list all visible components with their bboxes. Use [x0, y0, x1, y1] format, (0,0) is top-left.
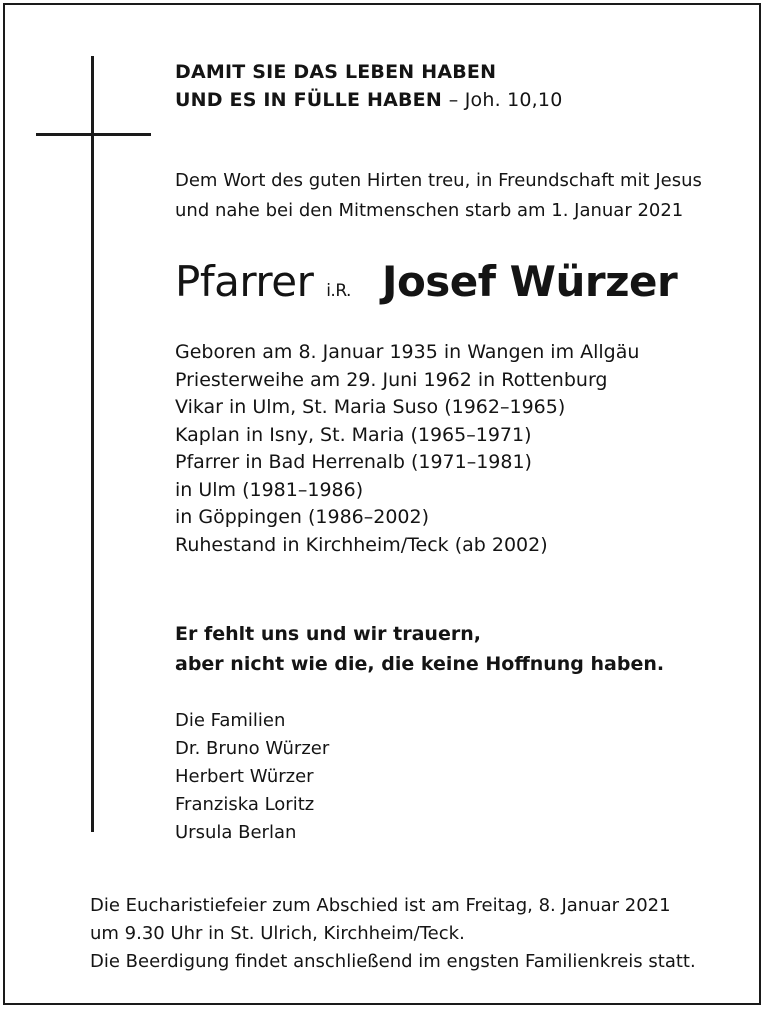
quote-line: aber nicht wie die, die keine Hoffnung haben. — [175, 653, 665, 675]
intro-text — [175, 166, 735, 226]
mourner-item: Dr. Bruno Würzer — [175, 738, 330, 759]
deceased-name: Josef Würzer — [381, 257, 678, 306]
mourner-item: Ursula Berlan — [175, 822, 297, 843]
intro-line: und nahe bei den Mitmenschen starb am 1. Januar 2021 — [175, 200, 684, 221]
biography-line: in Ulm (1981–1986) — [175, 478, 364, 501]
deceased-retired: i.R. — [326, 281, 351, 301]
biography-line: Vikar in Ulm, St. Maria Suso (1962–1965) — [175, 396, 566, 418]
mourners-list — [175, 707, 735, 847]
biography — [175, 339, 735, 559]
service-info — [90, 892, 730, 976]
deceased-title: Pfarrer — [175, 257, 314, 306]
service-line: Die Eucharistiefeier zum Abschied ist am Freitag, 8. Januar 2021 — [90, 895, 671, 916]
service-line: um 9.30 Uhr in St. Ulrich, Kirchheim/Teck. — [90, 923, 465, 944]
biography-line: Geboren am 8. Januar 1935 in Wangen im Allgäu — [175, 341, 640, 363]
quote-line: Er fehlt uns und wir trauern, — [175, 623, 481, 645]
deceased-name-line — [175, 256, 735, 317]
biography-line: Kaplan in Isny, St. Maria (1965–1971) — [175, 423, 532, 446]
biography-line: in Göppingen (1986–2002) — [175, 506, 430, 528]
mourner-item: Franziska Loritz — [175, 794, 315, 815]
verse-line-2 — [175, 86, 735, 114]
biography-line: Ruhestand in Kirchheim/Teck (ab 2002) — [175, 533, 548, 556]
bible-verse — [175, 58, 735, 114]
mourning-quote — [175, 619, 735, 679]
service-line: Die Beerdigung findet anschließend im engsten Familienkreis statt. — [90, 951, 696, 972]
biography-line: Priesterweihe am 29. Juni 1962 in Rottenburg — [175, 368, 608, 391]
verse-line-2-text: UND ES IN FÜLLE HABEN — [175, 89, 442, 111]
cross-icon-vertical — [91, 56, 94, 832]
biography-line: Pfarrer in Bad Herrenalb (1971–1981) — [175, 451, 532, 473]
mourner-item: Die Familien — [175, 710, 286, 731]
notice-content — [175, 58, 735, 847]
cross-icon-horizontal — [36, 133, 151, 136]
intro-line: Dem Wort des guten Hirten treu, in Freundschaft mit Jesus — [175, 170, 702, 191]
verse-line-1: DAMIT SIE DAS LEBEN HABEN — [175, 61, 497, 83]
mourner-item: Herbert Würzer — [175, 766, 314, 787]
verse-reference: – Joh. 10,10 — [448, 89, 563, 111]
